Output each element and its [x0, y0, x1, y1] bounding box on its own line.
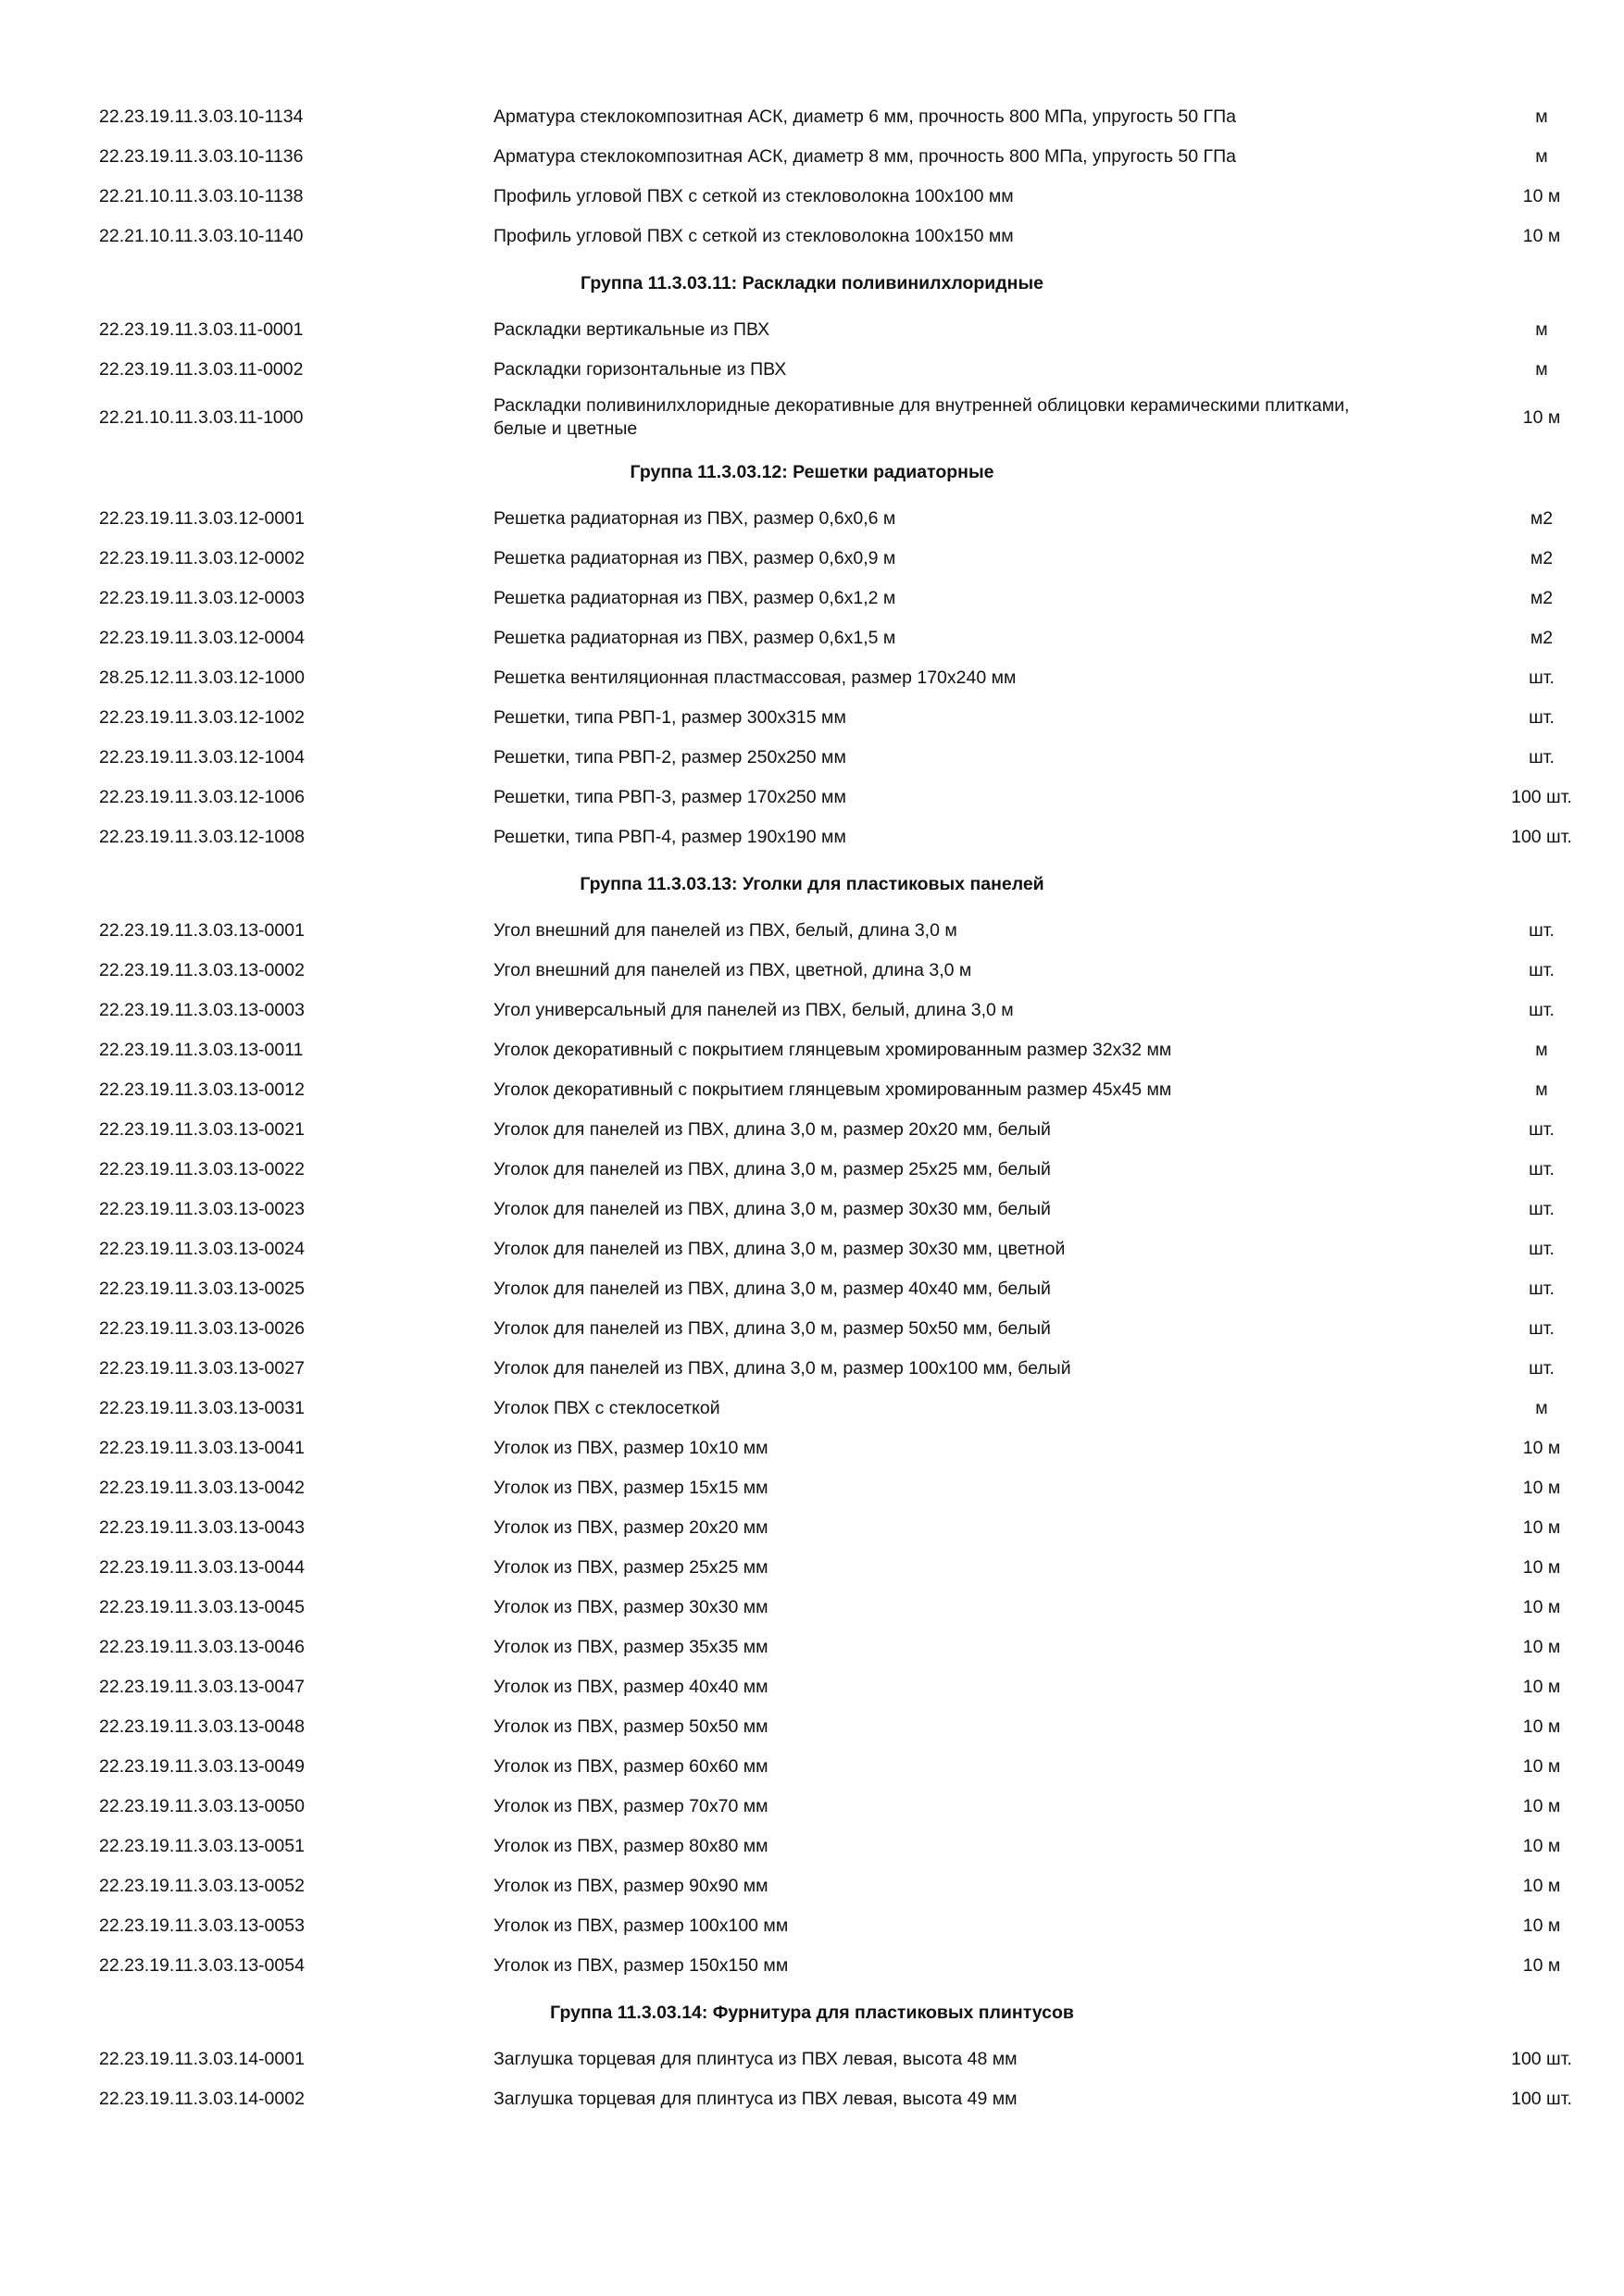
item-unit: шт.	[1529, 1000, 1555, 1020]
item-code: 22.23.19.11.3.03.13-0002	[99, 960, 305, 980]
item-code: 22.23.19.11.3.03.13-0011	[99, 1040, 304, 1060]
item-code: 22.23.19.11.3.03.12-1004	[99, 747, 305, 767]
item-description: Уголок для панелей из ПВХ, длина 3,0 м, размер 25х25 мм, белый	[493, 1159, 1051, 1179]
item-description: Решетка радиаторная из ПВХ, размер 0,6х1,5 м	[493, 628, 896, 648]
item-description: Профиль угловой ПВХ с сеткой из стекловолокна 100х150 мм	[493, 226, 1014, 246]
item-description: Арматура стеклокомпозитная АСК, диаметр 6 мм, прочность 800 МПа, упругость 50 ГПа	[493, 106, 1236, 127]
item-description: Уголок из ПВХ, размер 80х80 мм	[493, 1836, 768, 1856]
item-unit: 100 шт.	[1511, 787, 1572, 807]
table-row	[0, 738, 1624, 778]
item-code: 22.23.19.11.3.03.13-0051	[99, 1836, 305, 1856]
group-heading: Группа 11.3.03.11: Раскладки поливинилхлоридные	[581, 272, 1043, 293]
item-description: Заглушка торцевая для плинтуса из ПВХ левая, высота 48 мм	[493, 2049, 1018, 2069]
table-row	[0, 217, 1624, 256]
item-code: 22.21.10.11.3.03.10-1140	[99, 226, 304, 246]
item-description: Уголок для панелей из ПВХ, длина 3,0 м, размер 30х30 мм, белый	[493, 1199, 1051, 1219]
item-code: 22.23.19.11.3.03.13-0044	[99, 1557, 305, 1578]
table-row	[0, 2079, 1624, 2119]
table-row	[0, 1946, 1624, 1986]
item-code: 22.23.19.11.3.03.11-0002	[99, 359, 304, 380]
table-row	[0, 1747, 1624, 1787]
item-code: 22.23.19.11.3.03.13-0054	[99, 1955, 305, 1976]
item-unit: м	[1535, 359, 1548, 380]
item-unit: шт.	[1529, 1199, 1555, 1219]
item-description: Уголок для панелей из ПВХ, длина 3,0 м, размер 50х50 мм, белый	[493, 1318, 1051, 1339]
item-unit: шт.	[1529, 920, 1555, 941]
item-description: Уголок из ПВХ, размер 40х40 мм	[493, 1677, 768, 1697]
item-description: Решетка радиаторная из ПВХ, размер 0,6х1,2 м	[493, 588, 896, 608]
item-description: Угол универсальный для панелей из ПВХ, белый, длина 3,0 м	[493, 1000, 1014, 1020]
item-code: 22.23.19.11.3.03.13-0052	[99, 1876, 305, 1896]
item-code: 22.23.19.11.3.03.13-0053	[99, 1915, 305, 1936]
table-row	[0, 1150, 1624, 1190]
item-code: 22.23.19.11.3.03.13-0022	[99, 1159, 305, 1179]
item-description: Уголок из ПВХ, размер 25х25 мм	[493, 1557, 768, 1578]
table-row	[0, 911, 1624, 951]
item-description: Уголок для панелей из ПВХ, длина 3,0 м, размер 20х20 мм, белый	[493, 1119, 1051, 1140]
item-description: Угол внешний для панелей из ПВХ, белый, длина 3,0 м	[493, 920, 957, 941]
item-unit: 10 м	[1522, 1637, 1561, 1657]
item-description: Уголок для панелей из ПВХ, длина 3,0 м, размер 40х40 мм, белый	[493, 1279, 1051, 1299]
item-code: 22.23.19.11.3.03.13-0026	[99, 1318, 305, 1339]
item-description: Уголок из ПВХ, размер 35х35 мм	[493, 1637, 768, 1657]
item-description: Уголок для панелей из ПВХ, длина 3,0 м, размер 100х100 мм, белый	[493, 1358, 1071, 1379]
item-unit: шт.	[1529, 1318, 1555, 1339]
item-unit: м	[1535, 146, 1548, 167]
item-unit: 10 м	[1522, 1597, 1561, 1617]
item-description: Уголок из ПВХ, размер 70х70 мм	[493, 1796, 768, 1816]
item-code: 22.23.19.11.3.03.12-0004	[99, 628, 305, 648]
item-code: 22.23.19.11.3.03.14-0002	[99, 2089, 305, 2109]
table-row	[0, 778, 1624, 817]
item-code: 22.23.19.11.3.03.13-0043	[99, 1517, 305, 1538]
item-unit: шт.	[1529, 707, 1555, 728]
item-description: Уголок из ПВХ, размер 30х30 мм	[493, 1597, 768, 1617]
item-unit: м2	[1530, 588, 1554, 608]
item-description: Решетка вентиляционная пластмассовая, размер 170х240 мм	[493, 668, 1017, 688]
table-row	[0, 1866, 1624, 1906]
item-code: 22.23.19.11.3.03.13-0024	[99, 1239, 305, 1259]
item-description: Раскладки горизонтальные из ПВХ	[493, 359, 787, 380]
item-unit: шт.	[1529, 1119, 1555, 1140]
item-code: 22.23.19.11.3.03.12-1006	[99, 787, 305, 807]
table-row	[0, 1389, 1624, 1429]
item-code: 22.23.19.11.3.03.14-0001	[99, 2049, 305, 2069]
item-unit: м	[1535, 319, 1548, 340]
table-row	[0, 1190, 1624, 1229]
item-unit: 10 м	[1522, 1716, 1561, 1737]
item-code: 22.23.19.11.3.03.13-0027	[99, 1358, 305, 1379]
item-description: Уголок для панелей из ПВХ, длина 3,0 м, размер 30х30 мм, цветной	[493, 1239, 1066, 1259]
item-code: 22.21.10.11.3.03.10-1138	[99, 186, 304, 206]
item-description: Угол внешний для панелей из ПВХ, цветной, длина 3,0 м	[493, 960, 972, 980]
item-code: 22.23.19.11.3.03.13-0050	[99, 1796, 305, 1816]
item-code: 22.23.19.11.3.03.12-0001	[99, 508, 305, 529]
item-description: Арматура стеклокомпозитная АСК, диаметр 8 мм, прочность 800 МПа, упругость 50 ГПа	[493, 146, 1236, 167]
item-unit: м	[1535, 1079, 1548, 1100]
item-unit: 10 м	[1522, 1796, 1561, 1816]
item-code: 22.23.19.11.3.03.13-0025	[99, 1279, 305, 1299]
item-code: 22.23.19.11.3.03.10-1136	[99, 146, 304, 167]
item-description: Решетки, типа РВП-4, размер 190х190 мм	[493, 827, 846, 847]
item-code: 22.23.19.11.3.03.12-0003	[99, 588, 305, 608]
table-row	[0, 1628, 1624, 1667]
item-code: 22.23.19.11.3.03.13-0023	[99, 1199, 305, 1219]
table-row	[0, 1468, 1624, 1508]
table-row	[0, 1667, 1624, 1707]
table-row	[0, 2040, 1624, 2079]
table-row	[0, 1827, 1624, 1866]
item-unit: 10 м	[1522, 1955, 1561, 1976]
item-unit: 10 м	[1522, 1517, 1561, 1538]
item-code: 22.23.19.11.3.03.13-0045	[99, 1597, 305, 1617]
item-description: Решетки, типа РВП-3, размер 170х250 мм	[493, 787, 846, 807]
table-row	[0, 1906, 1624, 1946]
item-code: 22.23.19.11.3.03.12-1008	[99, 827, 305, 847]
table-row	[0, 310, 1624, 350]
table-row	[0, 97, 1624, 137]
table-row	[0, 499, 1624, 539]
item-unit: шт.	[1529, 1279, 1555, 1299]
group-heading: Группа 11.3.03.13: Уголки для пластиковых панелей	[580, 873, 1044, 894]
table-row	[0, 1588, 1624, 1628]
table-row	[0, 817, 1624, 857]
table-row	[0, 137, 1624, 177]
item-description: Раскладки вертикальные из ПВХ	[493, 319, 770, 340]
table-row	[0, 390, 1624, 445]
item-code: 28.25.12.11.3.03.12-1000	[99, 668, 305, 688]
table-row	[0, 618, 1624, 658]
table-row	[0, 1508, 1624, 1548]
table-row	[0, 177, 1624, 217]
item-unit: шт.	[1529, 960, 1555, 980]
item-description: Уголок из ПВХ, размер 10х10 мм	[493, 1438, 768, 1458]
item-unit: шт.	[1529, 1159, 1555, 1179]
item-unit: шт.	[1529, 1358, 1555, 1379]
item-unit: 10 м	[1522, 186, 1561, 206]
item-description: Уголок из ПВХ, размер 50х50 мм	[493, 1716, 768, 1737]
item-code: 22.23.19.11.3.03.13-0001	[99, 920, 305, 941]
item-description: Уголок из ПВХ, размер 20х20 мм	[493, 1517, 768, 1538]
table-row	[0, 1429, 1624, 1468]
item-unit: шт.	[1529, 1239, 1555, 1259]
item-unit: 10 м	[1522, 406, 1561, 428]
item-description: Решетки, типа РВП-1, размер 300х315 мм	[493, 707, 846, 728]
item-code: 22.23.19.11.3.03.13-0048	[99, 1716, 305, 1737]
table-row	[0, 1349, 1624, 1389]
table-row	[0, 1229, 1624, 1269]
item-unit: 10 м	[1522, 1557, 1561, 1578]
table-row	[0, 539, 1624, 579]
item-description: Уголок декоративный с покрытием глянцевым хромированным размер 32х32 мм	[493, 1040, 1172, 1060]
item-code: 22.21.10.11.3.03.11-1000	[99, 406, 304, 428]
item-description: Профиль угловой ПВХ с сеткой из стекловолокна 100х100 мм	[493, 186, 1014, 206]
item-unit: 10 м	[1522, 1915, 1561, 1936]
item-unit: 10 м	[1522, 1438, 1561, 1458]
item-code: 22.23.19.11.3.03.13-0041	[99, 1438, 305, 1458]
item-unit: м	[1535, 1398, 1548, 1418]
item-description: Уголок из ПВХ, размер 60х60 мм	[493, 1756, 768, 1777]
table-row	[0, 658, 1624, 698]
item-unit: м	[1535, 1040, 1548, 1060]
item-code: 22.23.19.11.3.03.12-1002	[99, 707, 305, 728]
item-unit: 100 шт.	[1511, 2089, 1572, 2109]
item-unit: 100 шт.	[1511, 2049, 1572, 2069]
price-list-document	[0, 97, 1624, 2119]
group-heading: Группа 11.3.03.14: Фурнитура для пластиковых плинтусов	[550, 2002, 1074, 2023]
item-code: 22.23.19.11.3.03.13-0042	[99, 1478, 305, 1498]
item-unit: шт.	[1529, 747, 1555, 767]
table-row	[0, 1269, 1624, 1309]
item-unit: 10 м	[1522, 226, 1561, 246]
item-description: Решетка радиаторная из ПВХ, размер 0,6х0,6 м	[493, 508, 896, 529]
item-unit: м2	[1530, 548, 1554, 568]
item-code: 22.23.19.11.3.03.13-0047	[99, 1677, 305, 1697]
item-code: 22.23.19.11.3.03.13-0021	[99, 1119, 305, 1140]
item-code: 22.23.19.11.3.03.13-0003	[99, 1000, 305, 1020]
item-description: Уголок декоративный с покрытием глянцевым хромированным размер 45х45 мм	[493, 1079, 1172, 1100]
table-row	[0, 1548, 1624, 1588]
table-row	[0, 1309, 1624, 1349]
table-row	[0, 951, 1624, 991]
item-description: Уголок из ПВХ, размер 15х15 мм	[493, 1478, 768, 1498]
table-row	[0, 1070, 1624, 1110]
item-unit: м2	[1530, 628, 1554, 648]
item-unit: 10 м	[1522, 1756, 1561, 1777]
table-row	[0, 991, 1624, 1030]
item-code: 22.23.19.11.3.03.13-0012	[99, 1079, 305, 1100]
item-unit: 100 шт.	[1511, 827, 1572, 847]
item-description: Заглушка торцевая для плинтуса из ПВХ левая, высота 49 мм	[493, 2089, 1018, 2109]
item-unit: 10 м	[1522, 1478, 1561, 1498]
item-description: Уголок из ПВХ, размер 90х90 мм	[493, 1876, 768, 1896]
item-description: Уголок из ПВХ, размер 100х100 мм	[493, 1915, 789, 1936]
item-description: Раскладки поливинилхлоридные декоративные для внутренней облицовки керамическими плитками, белые и цветные	[493, 395, 1350, 439]
item-code: 22.23.19.11.3.03.13-0031	[99, 1398, 305, 1418]
item-description: Уголок из ПВХ, размер 150х150 мм	[493, 1955, 789, 1976]
item-unit: м	[1535, 106, 1548, 127]
item-code: 22.23.19.11.3.03.13-0046	[99, 1637, 305, 1657]
item-code: 22.23.19.11.3.03.11-0001	[99, 319, 304, 340]
item-description: Решетки, типа РВП-2, размер 250х250 мм	[493, 747, 846, 767]
item-description: Уголок ПВХ с стеклосеткой	[493, 1398, 720, 1418]
table-row	[0, 698, 1624, 738]
group-heading: Группа 11.3.03.12: Решетки радиаторные	[630, 461, 994, 482]
item-code: 22.23.19.11.3.03.12-0002	[99, 548, 305, 568]
item-code: 22.23.19.11.3.03.13-0049	[99, 1756, 305, 1777]
table-row	[0, 1707, 1624, 1747]
table-row	[0, 1787, 1624, 1827]
item-unit: 10 м	[1522, 1876, 1561, 1896]
table-row	[0, 350, 1624, 390]
table-row	[0, 579, 1624, 618]
table-row	[0, 1110, 1624, 1150]
table-row	[0, 1030, 1624, 1070]
item-code: 22.23.19.11.3.03.10-1134	[99, 106, 304, 127]
item-description: Решетка радиаторная из ПВХ, размер 0,6х0,9 м	[493, 548, 896, 568]
item-unit: 10 м	[1522, 1677, 1561, 1697]
item-unit: м2	[1530, 508, 1554, 529]
item-unit: 10 м	[1522, 1836, 1561, 1856]
item-unit: шт.	[1529, 668, 1555, 688]
